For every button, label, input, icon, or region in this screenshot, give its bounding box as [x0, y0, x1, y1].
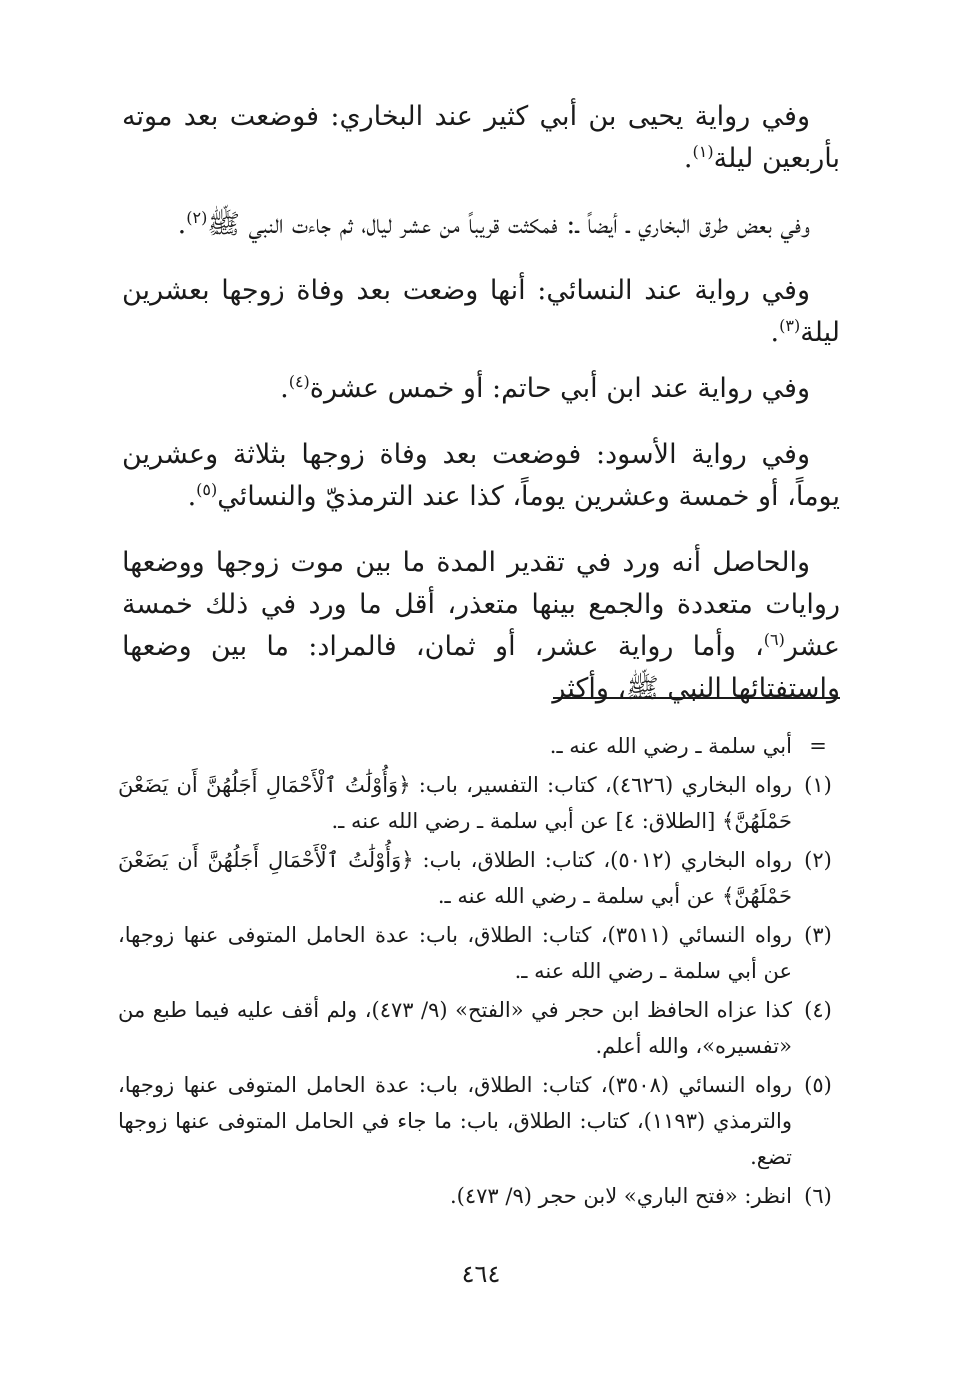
footnote-number: (١): [804, 773, 832, 797]
footnote-text: رواه البخاري (٥٠١٢)، كتاب: الطلاق، باب: ﴿وَأُوْلَٰتُ ٱلْأَحْمَالِ أَجَلُهُنَّ أَن يَضَعْنَ حَمْلَهُنَّ﴾ عن أبي سلمة ـ رضي الله عنه ـ.: [118, 848, 792, 908]
paragraph: والحاصل أنه ورد في تقدير المدة ما بين موت زوجها ووضعها روايات متعددة والجمع بينها متعذر، أقل ما ورد في ذلك خمسة عشر$^{(٦)}$، وأما رواية عشر، أو ثمان، فالمراد: ما بين وضعها واستفتائها النبي ﷺ، وأكثر: [122, 547, 840, 704]
footnote-text: انظر: «فتح الباري» لابن حجر (٩/ ٤٧٣).: [449, 1184, 792, 1208]
footnote: [118, 842, 844, 914]
paragraph: وفي رواية يحيى بن أبي كثير عند البخاري: فوضعت بعد موته بأربعين ليلة$^{(١)}$.: [122, 101, 840, 174]
footnote-ref: (١): [692, 142, 714, 161]
footnote-ref: (٥): [196, 480, 218, 499]
footnote-text: أبي سلمة ـ رضي الله عنه ـ.: [549, 734, 792, 758]
footnote-text: رواه النسائي (٣٥١١)، كتاب: الطلاق، باب: عدة الحامل المتوفى عنها زوجها، عن أبي سلمة ـ رضي الله عنه ـ.: [118, 923, 792, 983]
footnote-continuation: [118, 728, 844, 764]
footnote: [118, 1178, 844, 1214]
footnote-ref: (٣): [779, 316, 801, 335]
main-text: [122, 96, 840, 734]
paragraph: وفي بعض طرق البخاري ـ أيضاً ـ: فمكثت قريباً من عشر ليال، ثم جاءت النبي ﷺ$^{(٢)}$.: [177, 208, 810, 240]
footnote-number: (٤): [804, 998, 832, 1022]
footnote-number: (٦): [804, 1184, 832, 1208]
paragraph: وفي رواية عند النسائي: أنها وضعت بعد وفاة زوجها بعشرين ليلة$^{(٣)}$.: [122, 275, 840, 348]
paragraph: وفي رواية الأسود: فوضعت بعد وفاة زوجها بثلاثة وعشرين يوماً، أو خمسة وعشرين يوماً، كذا عند الترمذيّ والنسائي$^{(٥)}$.: [122, 439, 840, 512]
footnote: [118, 917, 844, 989]
footnote-number: (٥): [804, 1073, 832, 1097]
continuation-marker: =: [809, 734, 827, 758]
footnote-number: (٣): [804, 923, 832, 947]
footnote-separator: [553, 697, 840, 699]
footnote-ref: (٦): [763, 630, 785, 649]
footnote: [118, 992, 844, 1064]
footnote-text: رواه النسائي (٣٥٠٨)، كتاب: الطلاق، باب: عدة الحامل المتوفى عنها زوجها، والترمذي (١١٩٣)، كتاب: الطلاق، باب: ما جاء في الحامل المتوفى عنها زوجها تضع.: [118, 1073, 792, 1169]
footnote-number: (٢): [804, 848, 832, 872]
footnotes: [118, 728, 844, 1217]
footnote-ref: (٢): [186, 208, 208, 227]
footnote: [118, 1067, 844, 1175]
footnote-text: رواه البخاري (٤٦٢٦)، كتاب: التفسير، باب: ﴿وَأُوْلَٰتُ ٱلْأَحْمَالِ أَجَلُهُنَّ أَن يَضَعْنَ حَمْلَهُنَّ﴾ [الطلاق: ٤] عن أبي سلمة ـ رضي الله عنه ـ.: [118, 773, 793, 833]
footnote: [118, 767, 844, 839]
footnote-ref: (٤): [288, 372, 310, 391]
page-number: ٤٦٤: [461, 1260, 501, 1288]
paragraph: وفي رواية عند ابن أبي حاتم: أو خمس عشرة$^{(٤)}$.: [280, 372, 810, 404]
footnote-text: كذا عزاه الحافظ ابن حجر في «الفتح» (٩/ ٤٧٣)، ولم أقف عليه فيما طبع من «تفسيره»، والله أعلم.: [118, 998, 792, 1058]
